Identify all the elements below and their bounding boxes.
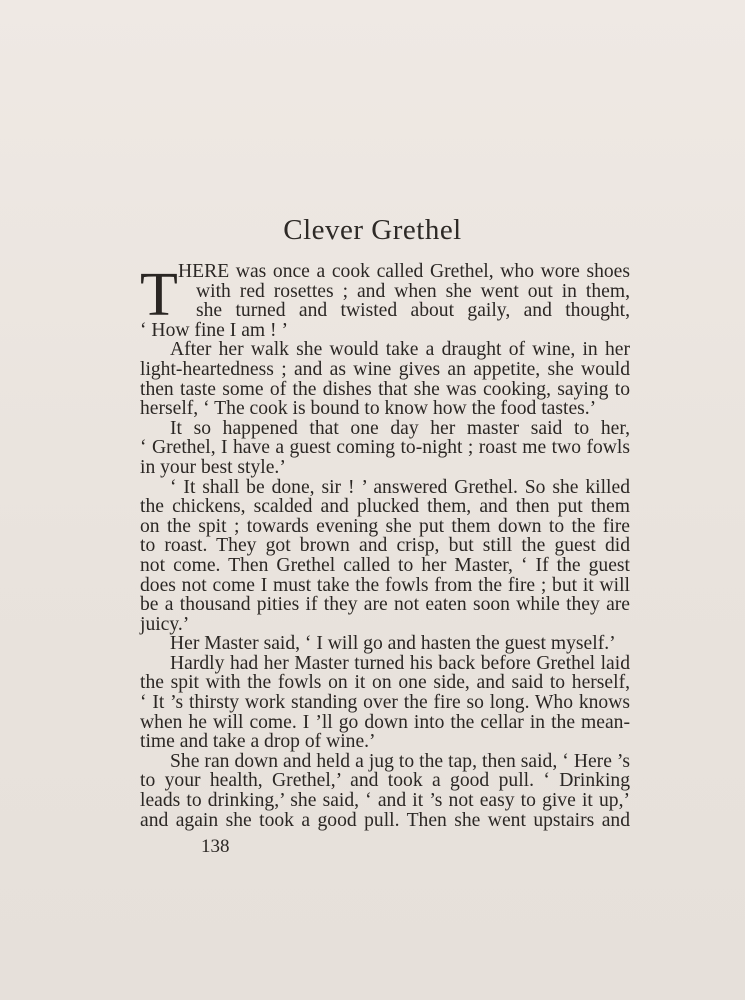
text-line: It so happened that one day her master said to her, bbox=[170, 417, 630, 439]
text-line: the chickens, scalded and plucked them, and then put them bbox=[140, 496, 630, 518]
text-line: leads to drinking,’ she said, ‘ and it ’s not easy to give it up,’ bbox=[140, 790, 630, 812]
text-line: in your best style.’ bbox=[140, 456, 286, 478]
text-line: to your health, Grethel,’ and took a good pull. ‘ Drinking bbox=[140, 770, 630, 792]
text-line: She ran down and held a jug to the tap, then said, ‘ Here ’s bbox=[170, 750, 630, 772]
text-line: juicy.’ bbox=[140, 613, 190, 635]
text-line: Her Master said, ‘ I will go and hasten the guest myself.’ bbox=[170, 633, 616, 655]
text-line: After her walk she would take a draught of wine, in her bbox=[170, 339, 630, 361]
text-line: light-heartedness ; and as wine gives an appetite, she would bbox=[140, 358, 630, 380]
text-line: she turned and twisted about gaily, and thought, bbox=[196, 300, 630, 322]
body-text bbox=[140, 262, 630, 830]
text-line: not come. Then Grethel called to her Master, ‘ If the guest bbox=[140, 554, 630, 576]
text-line: to roast. They got brown and crisp, but still the guest did bbox=[140, 535, 630, 557]
text-line: then taste some of the dishes that she was cooking, saying to bbox=[140, 378, 630, 400]
text-line: herself, ‘ The cook is bound to know how the food tastes.’ bbox=[140, 398, 597, 420]
text-line: HERE was once a cook called Grethel, who wore shoes bbox=[178, 261, 630, 282]
text-line: ‘ It shall be done, sir ! ’ answered Grethel. So she killed bbox=[170, 476, 630, 498]
page-number: 138 bbox=[201, 836, 230, 857]
text-line: be a thousand pities if they are not eaten soon while they are bbox=[140, 594, 630, 616]
text-line: does not come I must take the fowls from the fire ; but it will bbox=[140, 574, 630, 596]
drop-cap: T bbox=[140, 261, 178, 329]
text-line: ‘ How fine I am ! ’ bbox=[140, 319, 288, 341]
text-line: Hardly had her Master turned his back before Grethel laid bbox=[170, 652, 630, 674]
text-line: ‘ Grethel, I have a guest coming to-night ; roast me two fowls bbox=[140, 437, 630, 459]
text-line: and again she took a good pull. Then she went upstairs and bbox=[140, 809, 630, 831]
text-line: on the spit ; towards evening she put them down to the fire bbox=[140, 515, 630, 537]
text-line: with red rosettes ; and when she went out in them, bbox=[196, 280, 630, 302]
text-line: time and take a drop of wine.’ bbox=[140, 731, 376, 753]
text-line: when he will come. I ’ll go down into the cellar in the mean- bbox=[140, 711, 630, 733]
chapter-title: Clever Grethel bbox=[283, 214, 462, 246]
text-line: the spit with the fowls on it on one side, and said to herself, bbox=[140, 672, 630, 694]
text-line: ‘ It ’s thirsty work standing over the fire so long. Who knows bbox=[140, 692, 630, 714]
